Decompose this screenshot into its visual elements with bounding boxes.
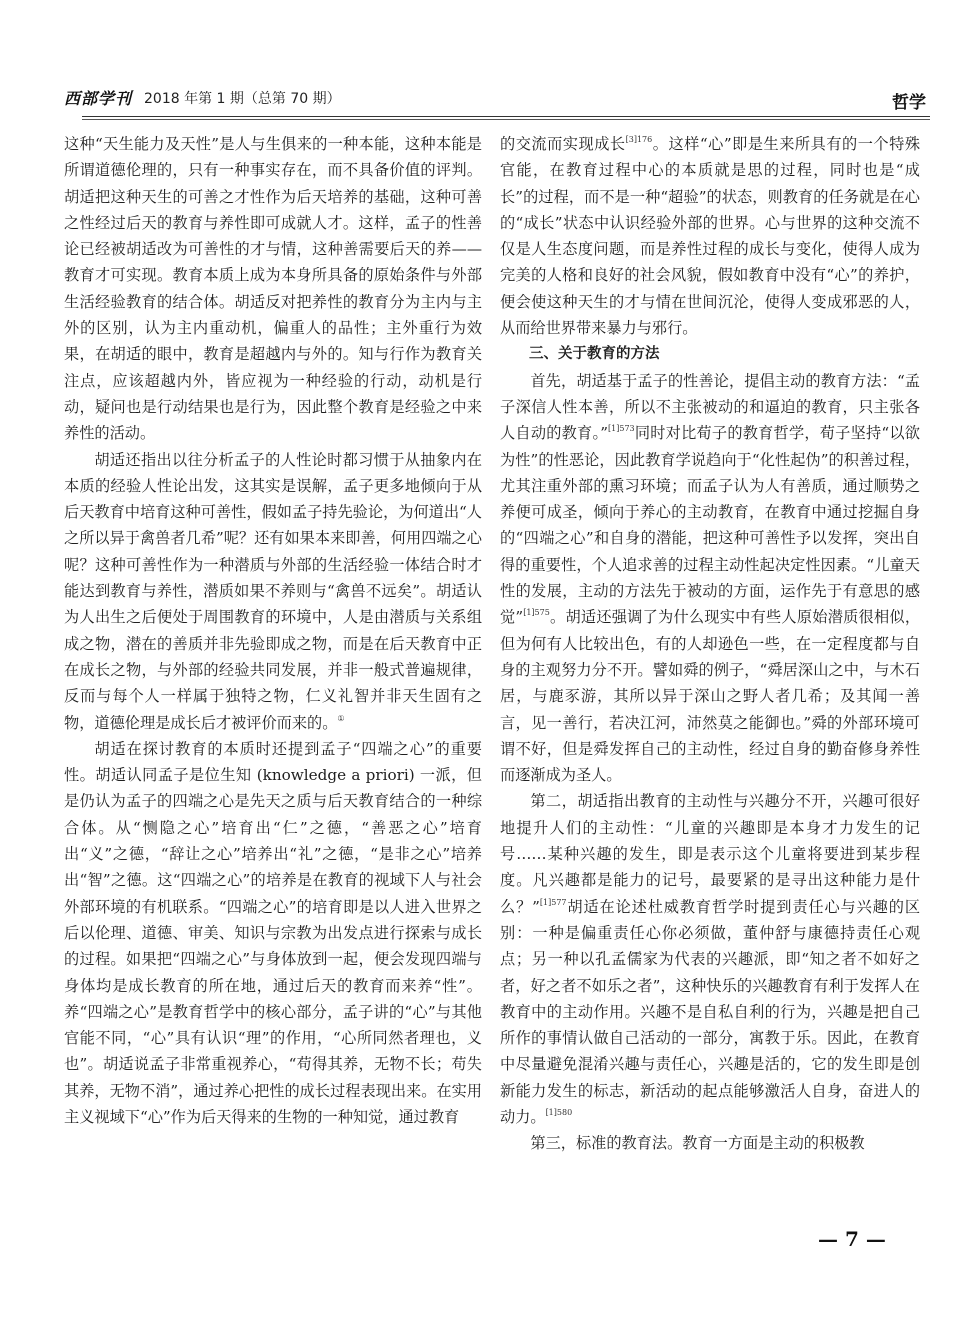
page-number: — 7 — (818, 1227, 886, 1251)
header-rule-thin (82, 119, 930, 120)
paragraph (64, 131, 482, 447)
left-column (64, 131, 482, 1130)
paragraph-text: 。胡适还强调了为什么现实中有些人原始潜质很相似，但为何有人比较出色，有的人却逊色一些，在一定程度都与自身的主观努力分不开。譬如舜的例子，“舜居深山之中，与木石居，与鹿豕游，其所以异于深山之野人者几希；及其闻一善言，见一善行，若决江河，沛然莫之能御也。”舜的外部环境可谓不好，但是舜发挥自己的主动性，经过自身的勤奋修身养性而逐渐成为圣人。 (500, 608, 921, 785)
paragraph (500, 1130, 920, 1156)
paragraph (500, 788, 920, 1130)
paragraph-text: 胡适还指出以往分析孟子的人性论时都习惯于从抽象内在本质的经验人性论出发，这其实是误解，孟子更多地倾向于从后天教育中培育这种可善性，假如孟子持先验论，为何道出“人之所以异于禽兽者几希”呢？还有如果本来即善，何用四端之心呢？这种可善性作为一种潜质与外部的生活经验一体结合时才能达到教育与养性，潜质如果不养则与“禽兽不远矣”。胡适认为人出生之后便处于周围教育的环境中，人是由潜质与关系组成之物，潜在的善质并非先验即成之物，而是在后天教育中正在成长之物，与外部的经验共同发展，并非一般式普遍规律，反而与每个人一样属于独特之物，仁义礼智并非天生固有之物，道德伦理是成长后才被评价而来的。 (64, 450, 482, 732)
issue-info: 2018 年第 1 期（总第 70 期） (144, 91, 341, 107)
citation-ref[interactable]: [3]176 (625, 135, 653, 144)
paragraph-text: 的交流而实现成长 (500, 135, 626, 153)
header-rule-thick (82, 116, 930, 117)
journal-logo: 西部学刊 (64, 89, 133, 108)
citation-ref[interactable]: [1]575 (523, 608, 550, 618)
citation-ref[interactable]: [1]580 (545, 1107, 573, 1117)
footnote-marker[interactable]: ① (337, 713, 345, 723)
paragraph (500, 131, 920, 341)
paragraph-text: 第三，标准的教育法。教育一方面是主动的积极教 (530, 1134, 865, 1153)
right-column (500, 131, 920, 1157)
citation-ref[interactable]: [1]573 (608, 424, 635, 434)
citation-ref[interactable]: [1]577 (539, 897, 567, 907)
running-header (64, 84, 930, 112)
paragraph-text: 第二，胡适指出教育的主动性与兴趣分不开，兴趣可很好地提升人们的主动性：“儿童的兴趣即是本身才力发生的记号……某种兴趣的发生，即是表示这个儿童将要进到某步程度。凡兴趣都是能力的记号，最要紧的是寻出这种能力是什么？” (500, 792, 920, 916)
paragraph (500, 368, 920, 789)
section-heading: 三、关于教育的方法 (529, 346, 660, 363)
paragraph-text: 首先，胡适基于孟子的性善论，提倡主动的教育方法：“孟子深信人性本善，所以不主张被动的和逼迫的教育，只主张各人自动的教育。” (500, 371, 920, 443)
paragraph-text: 。这样“心”即是生来所具有的一个特殊官能，在教育过程中心的本质就是思的过程，同时也是“成长”的过程，而不是一种“超验”的状态，则教育的任务就是在心的“成长”状态中认识经验外部的世界。心与世界的这种交流不仅是人生态度问题，而是养性过程的成长与变化，使得人成为完美的人格和良好的社会风貌，假如教育中没有“心”的养护，便会使这种天生的才与情在世间沉沦，使得人变成邪恶的人，从而给世界带来暴力与邪行。 (500, 135, 921, 338)
paragraph-text: 胡适在论述杜威教育哲学时提到责任心与兴趣的区别：一种是偏重责任心你必须做，董仲舒与康德持责任心观点；另一种以孔孟儒家为代表的兴趣派，即“知之者不如好之者，好之者不如乐之者”，这种快乐的兴趣教育有利于发挥人在教育中的主动作用。兴趣不是自私自利的行为，兴趣是把自己所作的事情认做自己活动的一部分，寓教于乐。因此，在教育中尽量避免混淆兴趣与责任心，兴趣是活的，它的发生即是创新能力发生的标志，新活动的起点能够激活人自身，奋进人的动力。 (500, 897, 921, 1126)
section-label: 哲学 (892, 93, 926, 113)
paragraph (64, 447, 482, 736)
paragraph-text: 这种“天生能力及天性”是人与生俱来的一种本能，这种本能是所谓道德伦理的，只有一种事实存在，而不具备价值的评判。胡适把这种天生的可善之才性作为后天培养的基础，这种可善之性经过后天的教育与养性即可成就人才。这样，孟子的性善论已经被胡适改为可善性的才与情，这种善需要后天的养——教育才可实现。教育本质上成为本身所具备的原始条件与外部生活经验教育的结合体。胡适反对把养性的教育分为主内与主外的区别，认为主内重动机，偏重人的品性；主外重行为效果，在胡适的眼中，教育是超越内与外的。知与行作为教育关注点，应该超越内外，皆应视为一种经验的行动，动机是行动，疑问也是行动结果也是行为，因此整个教育是经验之中来养性的活动。 (64, 135, 482, 443)
paragraph (64, 736, 482, 1130)
paragraph-text: 同时对比荀子的教育哲学，荀子坚持“以欲为性”的性恶论，因此教育学说趋向于“化性起伪”的积善过程，尤其注重外部的熏习环境；而孟子认为人有善质，通过顺势之养便可成圣，倾向于养心的主动教育，在教育中通过挖掘自身的“四端之心”和自身的潜能，把这种可善性予以发挥，突出自得的重要性，个人追求善的过程主动性起决定性因素。“儿童天性的发展，主动的方法先于被动的方面，运作先于有意思的感觉” (500, 424, 920, 627)
paragraph-text: 胡适在探讨教育的本质时还提到孟子“四端之心”的重要性。胡适认同孟子是位生知 (knowledge a priori) 一派，但是仍认为孟子的四端之心是先天之质与后天教育结合的一种综合体。从“恻隐之心”培育出“仁”之德，“善恶之心”培育出“义”之德，“辞让之心”培养出“礼”之德，“是非之心”培养出“智”之德。这“四端之心”的培养是在教育的视域下人与社会外部环境的有机联系。“四端之心”的培育即是以人进入世界之后以伦理、道德、审美、知识与宗教为出发点进行探索与成长的过程。如果把“四端之心”与身体放到一起，便会发现四端与身体均是成长教育的所在地，通过后天的教育而来养“性”。养“四端之心”是教育哲学中的核心部分，孟子讲的“心”与其他官能不同，“心”具有认识“理”的作用，“心所同然者理也，义也”。胡适说孟子非常重视养心，“苟得其养，无物不长；苟失其养，无物不消”，通过养心把性的成长过程表现出来。在实用主义视域下“心”作为后天得来的生物的一种知觉，通过教育 (64, 739, 482, 1126)
